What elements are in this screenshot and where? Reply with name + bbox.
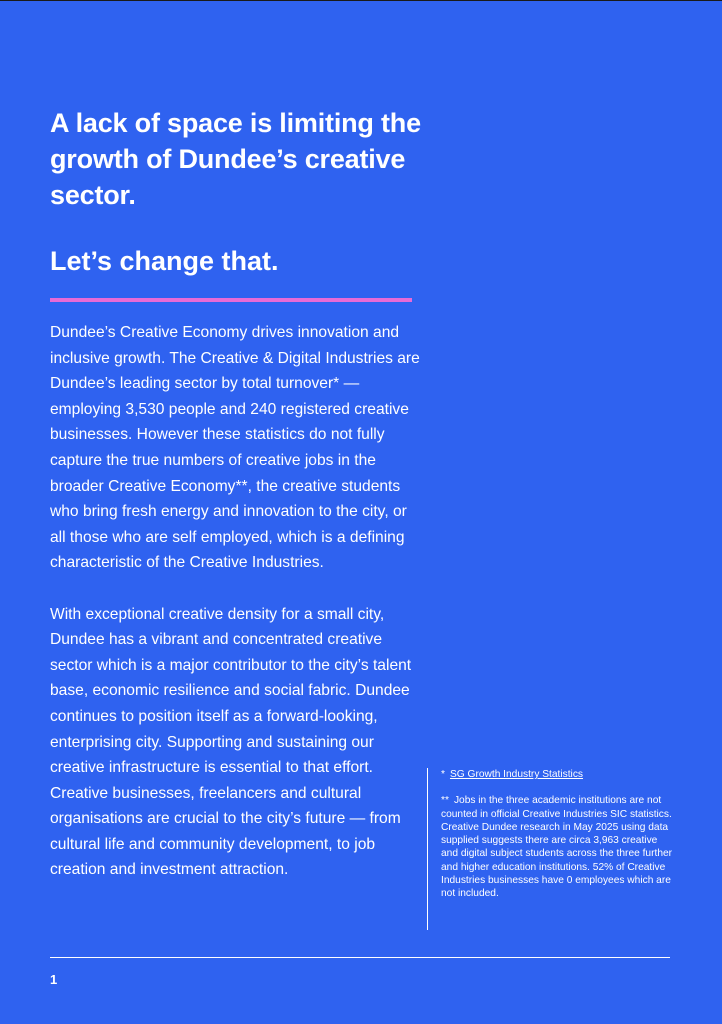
footnote-1 <box>441 768 675 781</box>
page-subheading: Let’s change that. <box>50 246 279 276</box>
footnote-1-marker: * <box>441 769 445 780</box>
page-number: 1 <box>50 972 58 987</box>
body-text <box>50 320 422 883</box>
footnote-2 <box>441 794 675 900</box>
footnotes <box>427 768 675 930</box>
body-paragraph-1: Dundee’s Creative Economy drives innovation and inclusive growth. The Creative & Digital Industries are Dundee’s leading sector by total turnover* — employing 3,530 people and 240 registered creative businesses. However these statistics do not fully capture the true numbers of creative jobs in the broader Creative Economy**, the creative students who bring fresh energy and innovation to the city, or all those who are self employed, which is a defining characteristic of the Creative Industries. <box>50 324 420 572</box>
sg-growth-stats-link[interactable]: SG Growth Industry Statistics <box>449 769 584 780</box>
page-heading: A lack of space is limiting the growth of Dundee’s creative sector. <box>50 108 421 210</box>
footer-divider <box>50 957 670 958</box>
footnote-2-text: Jobs in the three academic institutions are not counted in official Creative Industries SIC statistics. Creative Dundee research in May 2025 using data supplied suggests there are circa 3,963 creative and digital subject students across the three further and higher education institutions. 52% of Creative Industries businesses have 0 employees which are not included. <box>441 795 673 900</box>
body-paragraph-2: With exceptional creative density for a small city, Dundee has a vibrant and concentrated creative sector which is a major contributor to the city’s talent base, economic resilience and social fabric. Dundee continues to position itself as a forward-looking, enterprising city. Supporting and sustaining our creative infrastructure is essential to that effort. Creative businesses, freelancers and cultural organisations are crucial to the city’s future — from cultural life and community development, to job creation and investment attraction. <box>50 605 412 879</box>
accent-divider <box>50 298 412 302</box>
footnote-2-marker: ** <box>441 795 449 807</box>
